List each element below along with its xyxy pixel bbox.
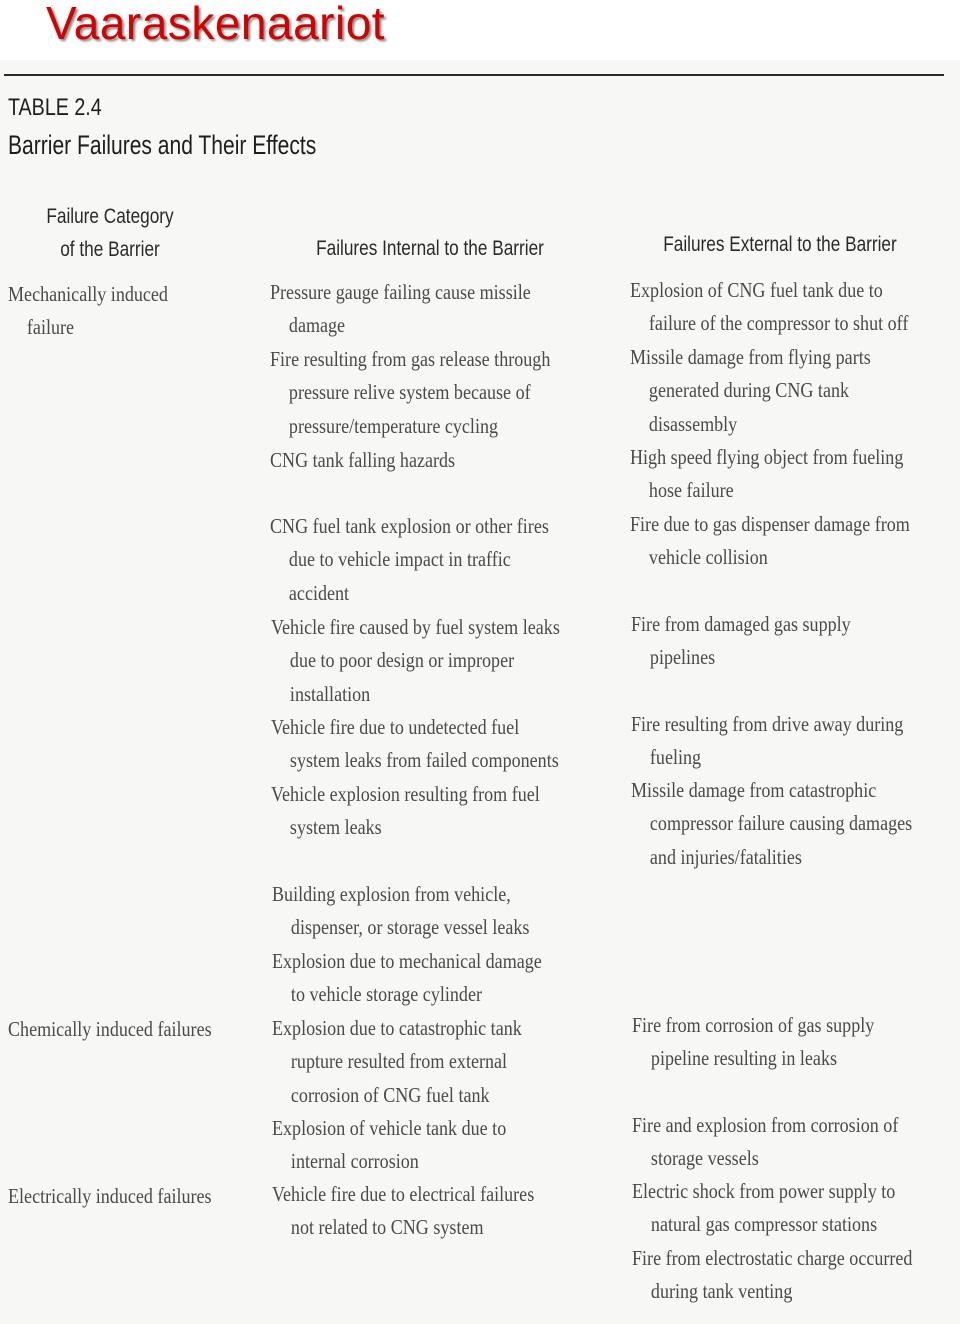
external-failure-cell-line: Missile damage from catastrophic [631,778,877,802]
external-failure-cell [631,774,912,874]
internal-failure-cell-line: CNG tank falling hazards [270,448,456,472]
internal-failure-cell [272,878,529,945]
internal-failure-cell-line: Vehicle explosion resulting from fuel [271,782,540,806]
external-failure-cell [632,1109,898,1176]
external-failure-cell [630,441,903,508]
header-category-line: Failure Category [46,205,174,228]
failure-category-cell-line: Electrically induced failures [8,1184,212,1208]
internal-failure-cell-line: pressure/temperature cycling [288,413,499,438]
failure-category-cell-line: Chemically induced failures [8,1017,212,1041]
internal-failure-cell-line: system leaks [289,815,382,840]
external-failure-cell-line: Missile damage from flying parts [630,345,871,369]
failure-category-cell-line: Mechanically induced [8,282,168,306]
external-failure-cell-line: Fire due to gas dispenser damage from [630,512,910,536]
internal-failure-cell-line: Vehicle fire caused by fuel system leaks [271,615,560,639]
external-failure-cell [632,1175,895,1242]
external-failure-cell [631,708,903,775]
internal-failure-cell-line: Vehicle fire due to electrical failures [272,1182,535,1206]
internal-failure-cell-line: rupture resulted from external [290,1049,508,1074]
table-caption: Barrier Failures and Their Effects [8,130,317,160]
internal-failure-cell-line: Vehicle fire due to undetected fuel [271,715,520,739]
header-external-failures: Failures External to the Barrier [663,233,897,256]
external-failure-cell-line: Fire from damaged gas supply [631,612,851,636]
internal-failure-cell [272,945,542,1012]
internal-failure-cell-line: Pressure gauge failing cause missile [270,280,531,304]
external-failure-cell-line: and injuries/fatalities [649,844,802,869]
failure-category-cell [8,1013,212,1046]
internal-failure-cell-line: due to vehicle impact in traffic [288,547,511,572]
internal-failure-cell-line: Building explosion from vehicle, [272,882,511,906]
external-failure-cell-line: pipelines [649,645,716,670]
external-failure-cell-line: vehicle collision [648,545,768,570]
internal-failure-cell-line: installation [289,681,371,706]
internal-failure-cell [270,343,550,443]
internal-failure-cell [272,1178,534,1245]
external-failure-cell-line: storage vessels [650,1146,759,1171]
external-failure-cell-line: Fire from corrosion of gas supply [632,1013,875,1037]
external-failure-cell-line: compressor failure causing damages [649,811,913,836]
internal-failure-cell-line: accident [288,580,350,605]
external-failure-cell-line: fueling [649,745,702,770]
external-failure-cell-line: during tank venting [650,1279,793,1304]
external-failure-cell [630,341,871,441]
internal-failure-cell-line: Fire resulting from gas release through [270,347,551,371]
external-failure-cell [630,274,908,341]
internal-failure-cell-line: Explosion due to mechanical damage [272,949,542,973]
internal-failure-cell [270,276,531,343]
internal-failure-cell-line: CNG fuel tank explosion or other fires [270,514,549,538]
header-category-line: of the Barrier [60,238,160,261]
internal-failure-cell-line: corrosion of CNG fuel tank [290,1082,490,1107]
external-failure-cell [630,508,910,575]
internal-failure-cell [270,510,549,610]
internal-failure-cell-line: Explosion of vehicle tank due to [272,1116,507,1140]
internal-failure-cell-line: internal corrosion [290,1149,419,1174]
external-failure-cell-line: Electric shock from power supply to [632,1179,896,1203]
internal-failure-cell-line: Explosion due to catastrophic tank [272,1016,522,1040]
internal-failure-cell [271,778,540,845]
slide-title: Vaaraskenaariot [46,0,386,49]
internal-failure-cell-line: not related to CNG system [290,1215,484,1240]
external-failure-cell-line: Fire resulting from drive away during [631,712,904,736]
internal-failure-cell [272,1012,522,1112]
internal-failure-cell-line: dispenser, or storage vessel leaks [290,915,530,940]
external-failure-cell-line: disassembly [648,411,738,436]
failure-category-cell [8,1180,212,1213]
internal-failure-cell-line: damage [288,313,346,338]
external-failure-cell-line: failure of the compressor to shut off [648,311,909,336]
internal-failure-cell [270,444,455,477]
scanned-table-page [0,60,960,1324]
external-failure-cell-line: generated during CNG tank [648,378,850,403]
internal-failure-cell-line: pressure relive system because of [288,380,531,405]
external-failure-cell-line: hose failure [648,478,734,503]
external-failure-cell-line: High speed flying object from fueling [630,445,904,469]
header-failure-category [15,200,205,266]
internal-failure-cell [272,1112,506,1179]
internal-failure-cell [271,711,559,778]
external-failure-cell [632,1009,874,1076]
external-failure-cell-line: pipeline resulting in leaks [650,1046,838,1071]
external-failure-cell [631,608,851,675]
internal-failure-cell-line: system leaks from failed components [289,748,559,773]
table-label: TABLE 2.4 [8,94,102,121]
internal-failure-cell-line: to vehicle storage cylinder [290,982,482,1007]
failure-category-cell-line: failure [26,315,75,340]
failure-category-cell [8,278,168,345]
internal-failure-cell [271,611,560,711]
external-failure-cell-line: Fire and explosion from corrosion of [632,1113,899,1137]
top-rule [4,74,944,76]
external-failure-cell-line: natural gas compressor stations [650,1212,878,1237]
header-internal-failures: Failures Internal to the Barrier [316,237,544,260]
external-failure-cell-line: Explosion of CNG fuel tank due to [630,278,883,302]
internal-failure-cell-line: due to poor design or improper [289,648,515,673]
external-failure-cell [632,1242,912,1309]
external-failure-cell-line: Fire from electrostatic charge occurred [632,1246,913,1270]
